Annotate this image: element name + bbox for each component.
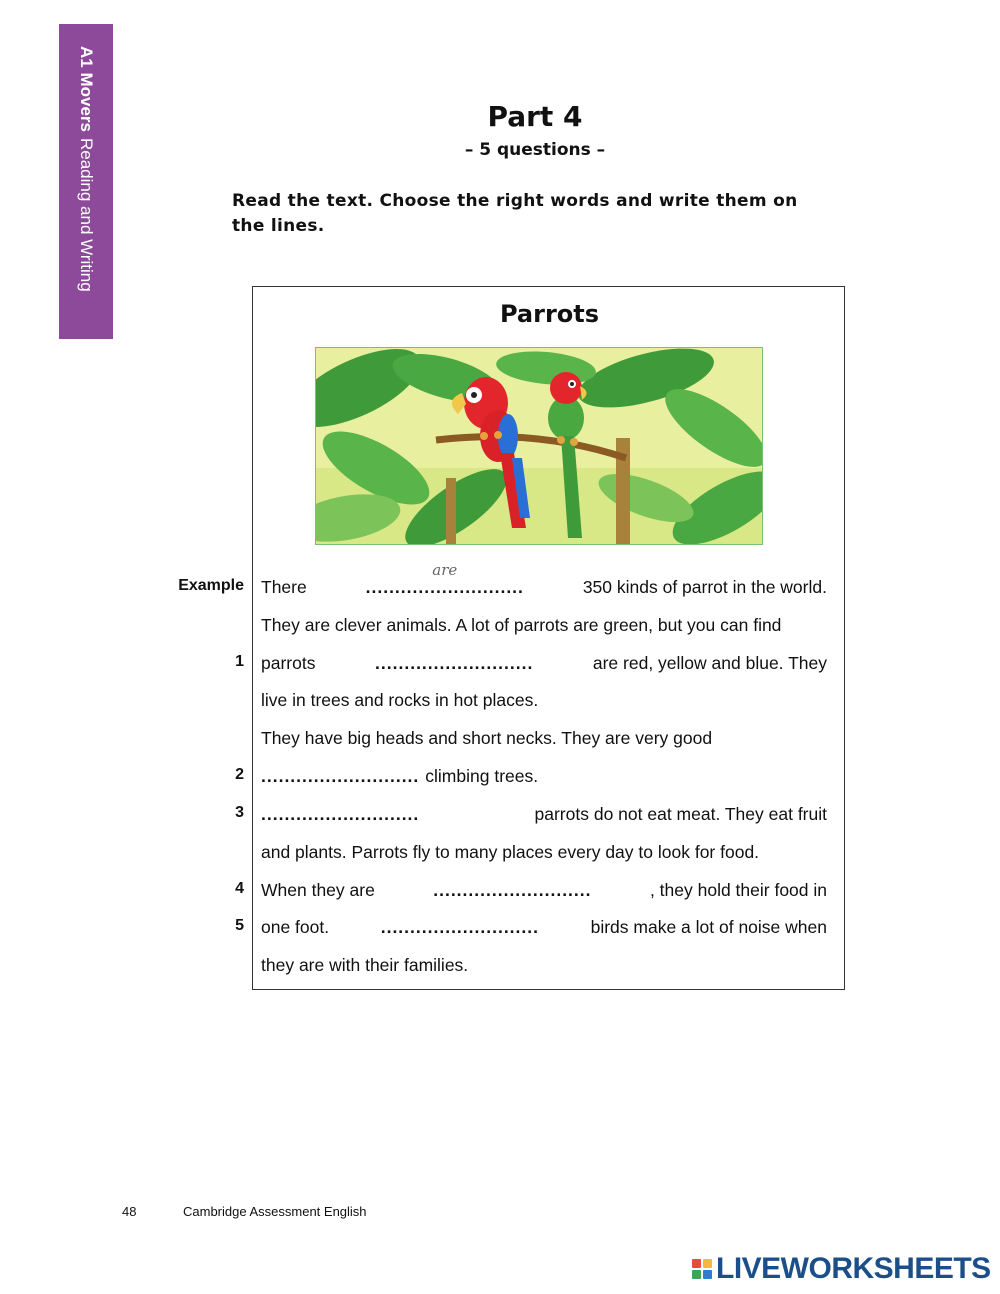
line-text: they are with their families. bbox=[261, 955, 469, 975]
question-number-2: 2 bbox=[235, 766, 244, 783]
line-text: parrots do not eat meat. They eat fruit bbox=[534, 804, 827, 824]
line-text: , they hold their food in bbox=[649, 880, 827, 900]
part-title: Part 4 bbox=[487, 100, 583, 133]
answer-gap-2[interactable] bbox=[261, 766, 419, 787]
line-text: live in trees and rocks in hot places. bbox=[261, 690, 539, 710]
answer-input-2[interactable] bbox=[261, 748, 419, 770]
answer-dots: ........................... bbox=[375, 653, 534, 673]
answer-dots: ........................... bbox=[261, 804, 420, 824]
line-text: There bbox=[261, 577, 307, 597]
passage-line-q5 bbox=[261, 917, 827, 941]
answer-dots: ........................... bbox=[261, 766, 420, 786]
line-text: are red, yellow and blue. They bbox=[592, 653, 827, 673]
answer-gap-3[interactable] bbox=[261, 804, 419, 825]
line-text: and plants. Parrots fly to many places every day to look for food. bbox=[261, 842, 760, 862]
answer-input-1[interactable] bbox=[375, 635, 533, 657]
liveworksheets-icon bbox=[692, 1259, 712, 1279]
passage-line bbox=[261, 615, 827, 639]
line-text: one foot. bbox=[261, 917, 330, 937]
answer-input-3[interactable] bbox=[261, 786, 419, 808]
side-tab bbox=[59, 24, 113, 339]
answer-dots: ........................... bbox=[365, 577, 524, 597]
answer-gap-1[interactable] bbox=[375, 653, 533, 674]
line-text: 350 kinds of parrot in the world. bbox=[582, 577, 827, 597]
parrots-illustration bbox=[315, 347, 763, 545]
passage-line bbox=[261, 955, 827, 979]
line-text: They are clever animals. A lot of parrots are green, but you can find bbox=[261, 615, 782, 635]
side-tab-paper: Reading and Writing bbox=[77, 137, 96, 292]
passage-line-example bbox=[261, 577, 827, 601]
question-number-5: 5 bbox=[235, 917, 244, 934]
example-answer-field bbox=[366, 559, 524, 581]
line-text: birds make a lot of noise when bbox=[590, 917, 827, 937]
line-text: They have big heads and short necks. They are very good bbox=[261, 728, 713, 748]
part-subtitle: – 5 questions – bbox=[464, 140, 606, 160]
answer-dots: ........................... bbox=[433, 880, 592, 900]
side-tab-text bbox=[76, 46, 96, 292]
passage-line-q4 bbox=[261, 880, 827, 904]
liveworksheets-logo[interactable] bbox=[692, 1254, 991, 1284]
answer-input-5[interactable] bbox=[381, 899, 539, 921]
answer-gap-5[interactable] bbox=[381, 917, 539, 938]
brand-name: LIVEWORKSHEETS bbox=[716, 1252, 991, 1285]
question-number-4: 4 bbox=[235, 880, 244, 897]
answer-gap-4[interactable] bbox=[433, 880, 591, 901]
side-tab-level: A1 Movers bbox=[77, 46, 96, 132]
page-number: 48 bbox=[122, 1204, 137, 1219]
example-label: Example bbox=[178, 577, 244, 594]
passage-title: Parrots bbox=[499, 300, 600, 328]
question-number-3: 3 bbox=[235, 804, 244, 821]
line-text: parrots bbox=[261, 653, 316, 673]
answer-input-4[interactable] bbox=[433, 862, 591, 884]
passage-line-q1 bbox=[261, 653, 827, 677]
passage-line bbox=[261, 690, 827, 714]
instruction-text: Read the text. Choose the right words and write them on the lines. bbox=[232, 191, 798, 236]
line-text: When they are bbox=[261, 880, 375, 900]
jungle-parrots-image bbox=[316, 348, 763, 545]
passage-line-q3 bbox=[261, 804, 827, 828]
example-gap bbox=[366, 577, 524, 598]
line-text: climbing trees. bbox=[425, 766, 539, 786]
publisher-name: Cambridge Assessment English bbox=[183, 1204, 367, 1219]
answer-dots: ........................... bbox=[380, 917, 539, 937]
question-number-1: 1 bbox=[235, 653, 244, 670]
